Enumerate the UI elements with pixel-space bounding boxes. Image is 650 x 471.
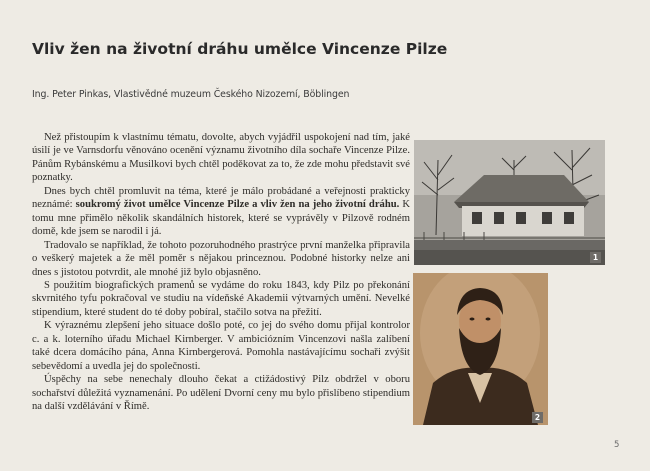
figure-1-number: 1 xyxy=(590,252,601,263)
page-number: 5 xyxy=(614,440,620,450)
paragraph-5: K výraznému zlepšení jeho situace došlo poté, co jej do svého domu přijal kontrolor c. a k. loterního úřadu Michael Kirnberger. V ambiciózním Vincenzovi našla zalíbení také dcera domácího pána, Anna Kirnbergerová. Pomohla nastávajícímu sochaři zvýšit sebevědomí a uvedla jej do společnosti. xyxy=(32,320,410,372)
paragraph-1: Než přistoupím k vlastnímu tématu, dovolte, abych vyjádřil uspokojení nad tím, jaké úsilí je ve Varnsdorfu věnováno ocenění významu životního díla sochaře Vincenze Pilze. Pánům Rybánskému a Musilkovi bych chtěl poděkovat za to, že zde mohu představit své poznatky. xyxy=(32,132,410,184)
portrait-photo xyxy=(413,273,548,425)
portrait-illustration xyxy=(413,273,548,425)
paragraph-4: S použitím biografických pramenů se vydáme do roku 1843, kdy Pilz po překonání skvrnitého tyfu pokračoval ve studiu na vídeňské Akademii výtvarných umění. Nevelké stipendium, které student do té doby pobíral, stačilo sotva na přežití. xyxy=(32,279,410,318)
paragraph-3: Tradovalo se například, že tohoto pozoruhodného prastrýce první manželka připravila o veškerý majetek a že měl poměr s nějakou princeznou. Podobné historky nelze ani dnes s jistotou potvrdit, ale mnohé již bylo objasněno. xyxy=(32,239,410,278)
paragraph-2-lead: Dnes bych chtěl promluvit na téma, které je málo probádané a veřejnosti prakticky neznámé: xyxy=(32,185,410,211)
house-illustration xyxy=(414,140,605,265)
paragraph-2-emphasis: soukromý život umělce Vincenze Pilze a vliv žen na jeho životní dráhu. xyxy=(75,199,400,211)
article-body xyxy=(32,131,410,414)
house-photo xyxy=(414,140,605,265)
paragraph-6: Úspěchy na sebe nenechaly dlouho čekat a ctižádostivý Pilz obdržel v oboru sochařství důležitá vyznamenání. Po udělení Dvorní ceny mu bylo přislíbeno stipendium na další vzdělávání v Římě. xyxy=(32,374,410,413)
author-byline: Ing. Peter Pinkas, Vlastivědné muzeum Českého Nizozemí, Böblingen xyxy=(32,89,350,100)
paragraph-2-rest: K tomu mne přimělo několik skandálních historek, které se vyprávěly v Pilzově rodném domě, kde jsem se narodil i já. xyxy=(32,199,410,238)
figure-2-number: 2 xyxy=(532,412,543,423)
article-title: Vliv žen na životní dráhu umělce Vincenze Pilze xyxy=(32,40,448,58)
paragraph-2 xyxy=(32,185,410,239)
